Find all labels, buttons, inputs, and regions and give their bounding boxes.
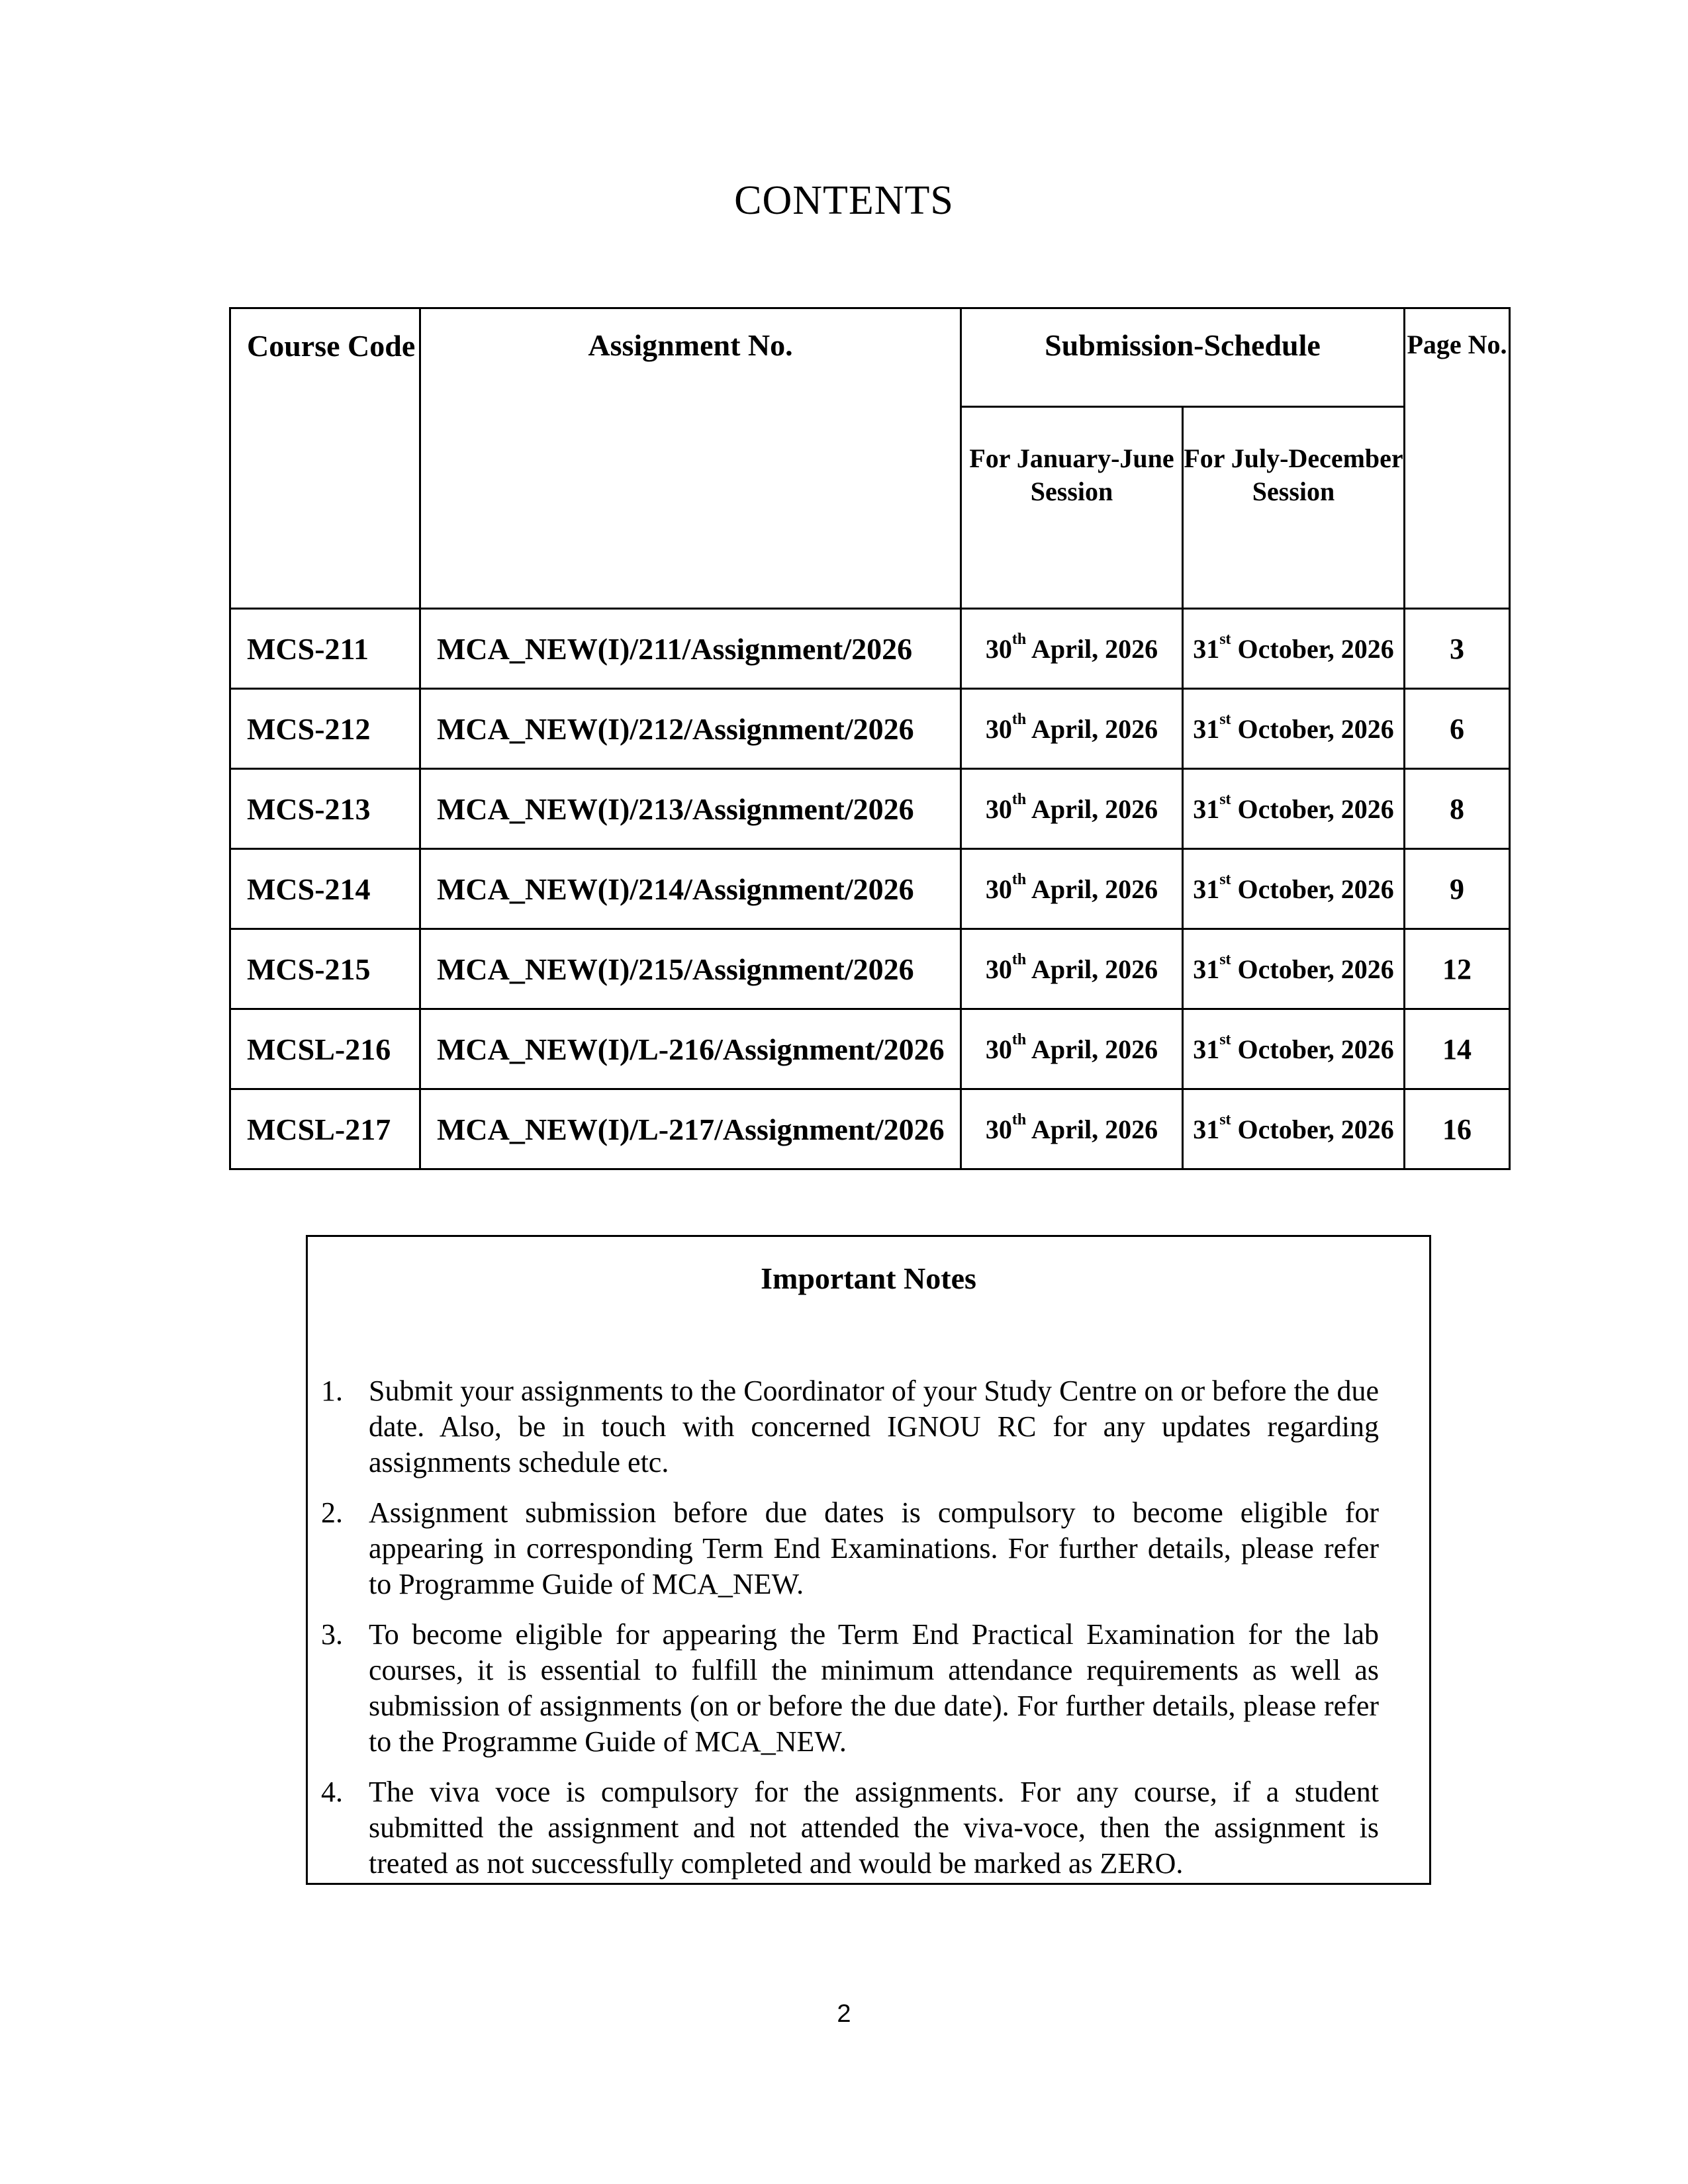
july-dec-date-cell	[1183, 609, 1405, 689]
jan-june-date-cell	[961, 609, 1183, 689]
july-dec-date-cell	[1183, 1089, 1405, 1169]
jan-day: 30	[985, 633, 1012, 664]
page-no-cell: 16	[1405, 1089, 1510, 1169]
jul-rest: October, 2026	[1231, 633, 1394, 664]
note-text: Assignment submission before due dates is compulsory to become eligible for appearing in corresponding Term End Examinations. For further details, please refer to Programme Guide of MCA_NEW.	[369, 1496, 1379, 1600]
page-title: CONTENTS	[734, 178, 954, 223]
important-notes-box	[306, 1235, 1431, 1885]
jan-june-date-cell	[961, 769, 1183, 849]
assignment-no-cell: MCA_NEW(I)/L-216/Assignment/2026	[420, 1009, 961, 1089]
jan-june-date-cell	[961, 689, 1183, 769]
note-text: To become eligible for appearing the Term End Practical Examination for the lab courses, it is essential to fulfill the minimum attendance requirements as well as submission of assignments (on or before the due date). For further details, please refer to the Programme Guide of MCA_NEW.	[369, 1618, 1379, 1758]
jan-june-date-cell	[961, 849, 1183, 929]
assignment-no-cell: MCA_NEW(I)/211/Assignment/2026	[420, 609, 961, 689]
july-dec-date-cell	[1183, 929, 1405, 1009]
page-no-cell: 12	[1405, 929, 1510, 1009]
jan-day-suffix: th	[1011, 1111, 1027, 1128]
jan-rest: April, 2026	[1026, 874, 1158, 904]
note-item	[308, 1774, 1379, 1882]
jan-rest: April, 2026	[1026, 713, 1158, 744]
jul-day: 31	[1193, 1034, 1220, 1064]
jan-day: 30	[985, 794, 1012, 824]
header-course-code: Course Code	[230, 308, 420, 609]
table-row	[230, 769, 1510, 849]
jan-day-suffix: th	[1011, 870, 1027, 888]
table-row	[230, 609, 1510, 689]
jul-day-suffix: st	[1219, 790, 1231, 808]
notes-list	[308, 1373, 1429, 1896]
note-text: The viva voce is compulsory for the assignments. For any course, if a student submitted the assignment and not attended the viva-voce, then the assignment is treated as not successfully completed and would be marked as ZERO.	[369, 1776, 1379, 1880]
page-no-cell: 8	[1405, 769, 1510, 849]
jul-rest: October, 2026	[1231, 713, 1394, 744]
jul-rest: October, 2026	[1231, 794, 1394, 824]
note-item	[308, 1495, 1379, 1602]
jul-rest: October, 2026	[1231, 1114, 1394, 1144]
jan-day: 30	[985, 874, 1012, 904]
jan-day: 30	[985, 954, 1012, 984]
course-code-cell: MCS-211	[230, 609, 420, 689]
jan-day: 30	[985, 1034, 1012, 1064]
assignment-no-cell: MCA_NEW(I)/214/Assignment/2026	[420, 849, 961, 929]
jan-rest: April, 2026	[1026, 633, 1158, 664]
header-july-dec: For July-December Session	[1183, 407, 1405, 609]
table-row	[230, 929, 1510, 1009]
header-jan-june: For January-June Session	[961, 407, 1183, 609]
jul-day: 31	[1193, 713, 1220, 744]
july-dec-date-cell	[1183, 1009, 1405, 1089]
page-number: 2	[837, 2000, 851, 2028]
assignment-no-cell: MCA_NEW(I)/215/Assignment/2026	[420, 929, 961, 1009]
table-row	[230, 1089, 1510, 1169]
jul-day: 31	[1193, 794, 1220, 824]
note-number: 1.	[321, 1375, 343, 1407]
assignment-no-cell: MCA_NEW(I)/213/Assignment/2026	[420, 769, 961, 849]
note-item	[308, 1373, 1379, 1480]
course-code-cell: MCSL-216	[230, 1009, 420, 1089]
jul-day: 31	[1193, 1114, 1220, 1144]
notes-title: Important Notes	[761, 1261, 976, 1295]
july-dec-date-cell	[1183, 849, 1405, 929]
jan-rest: April, 2026	[1026, 794, 1158, 824]
jul-day-suffix: st	[1219, 870, 1231, 888]
header-page-no: Page No.	[1405, 308, 1510, 609]
jul-day-suffix: st	[1219, 1111, 1231, 1128]
jul-day-suffix: st	[1219, 630, 1231, 648]
course-code-cell: MCSL-217	[230, 1089, 420, 1169]
jan-day-suffix: th	[1011, 790, 1027, 808]
page-no-cell: 6	[1405, 689, 1510, 769]
note-number: 4.	[321, 1776, 343, 1808]
jan-rest: April, 2026	[1026, 1034, 1158, 1064]
jan-june-date-cell	[961, 1009, 1183, 1089]
assignment-no-cell: MCA_NEW(I)/L-217/Assignment/2026	[420, 1089, 961, 1169]
assignment-no-cell: MCA_NEW(I)/212/Assignment/2026	[420, 689, 961, 769]
jul-day-suffix: st	[1219, 950, 1231, 968]
table-row	[230, 689, 1510, 769]
note-number: 3.	[321, 1618, 343, 1651]
table-row	[230, 849, 1510, 929]
jul-day: 31	[1193, 954, 1220, 984]
course-code-cell: MCS-213	[230, 769, 420, 849]
course-code-cell: MCS-215	[230, 929, 420, 1009]
contents-table	[229, 307, 1511, 1170]
jul-day: 31	[1193, 633, 1220, 664]
jan-june-date-cell	[961, 1089, 1183, 1169]
jan-day-suffix: th	[1011, 710, 1027, 728]
note-item	[308, 1617, 1379, 1760]
page-no-cell: 14	[1405, 1009, 1510, 1089]
course-code-cell: MCS-212	[230, 689, 420, 769]
july-dec-date-cell	[1183, 769, 1405, 849]
note-number: 2.	[321, 1496, 343, 1529]
jul-rest: October, 2026	[1231, 1034, 1394, 1064]
page-no-cell: 9	[1405, 849, 1510, 929]
jan-june-date-cell	[961, 929, 1183, 1009]
jul-rest: October, 2026	[1231, 874, 1394, 904]
jul-day-suffix: st	[1219, 1030, 1231, 1048]
note-text: Submit your assignments to the Coordinator of your Study Centre on or before the due date. Also, be in touch with concerned IGNOU RC for any updates regarding assignments schedule etc.	[369, 1375, 1379, 1479]
july-dec-date-cell	[1183, 689, 1405, 769]
jan-day-suffix: th	[1011, 950, 1027, 968]
page-no-cell: 3	[1405, 609, 1510, 689]
jan-rest: April, 2026	[1026, 1114, 1158, 1144]
jul-rest: October, 2026	[1231, 954, 1394, 984]
jan-day-suffix: th	[1011, 1030, 1027, 1048]
header-submission-schedule: Submission-Schedule	[961, 308, 1405, 407]
jan-day: 30	[985, 713, 1012, 744]
jan-day: 30	[985, 1114, 1012, 1144]
jul-day: 31	[1193, 874, 1220, 904]
course-code-cell: MCS-214	[230, 849, 420, 929]
header-assignment-no: Assignment No.	[420, 308, 961, 609]
table-row	[230, 1009, 1510, 1089]
jan-rest: April, 2026	[1026, 954, 1158, 984]
jan-day-suffix: th	[1011, 630, 1027, 648]
jul-day-suffix: st	[1219, 710, 1231, 728]
